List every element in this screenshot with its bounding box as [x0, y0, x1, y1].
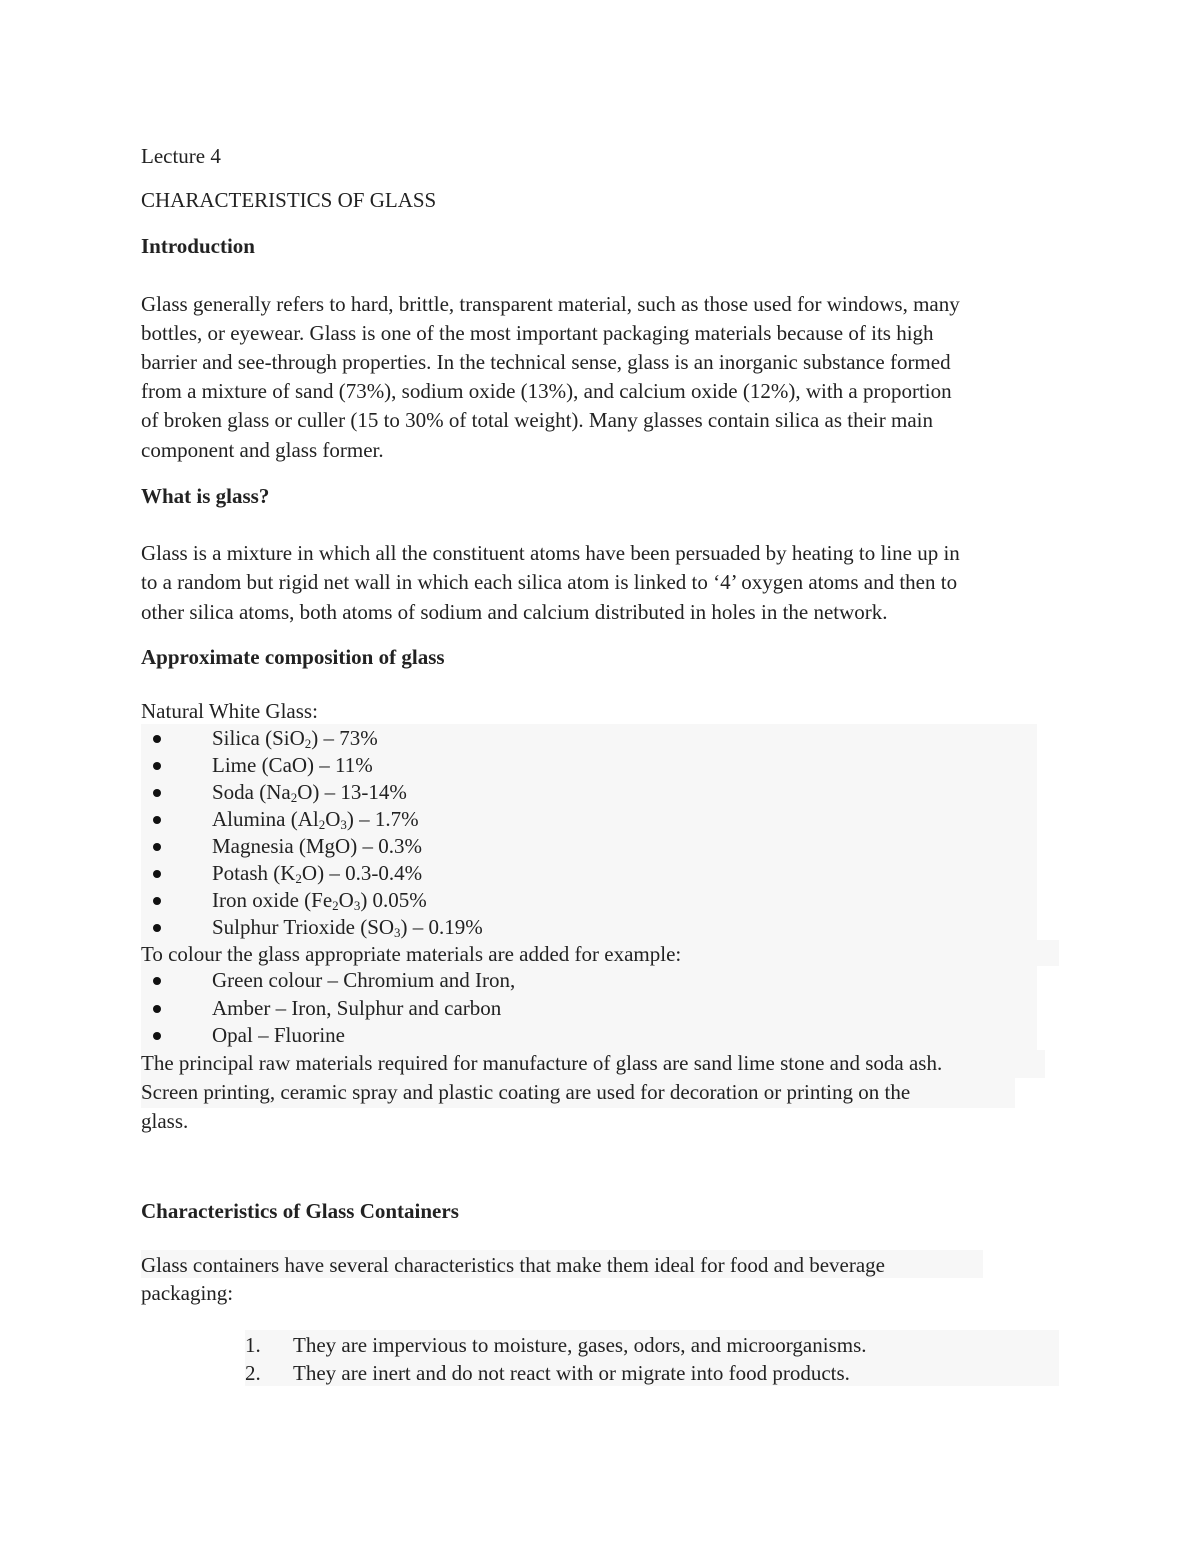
intro-line: bottles, or eyewear. Glass is one of the most important packaging materials because of its high	[141, 321, 934, 345]
what-heading: What is glass?	[141, 484, 270, 508]
bullet-icon	[153, 977, 161, 985]
bullet-icon	[153, 897, 161, 905]
intro-line: Glass generally refers to hard, brittle, transparent material, such as those used for windows, many	[141, 292, 960, 316]
containers-heading: Characteristics of Glass Containers	[141, 1199, 459, 1223]
list-number: 2.	[245, 1361, 261, 1385]
lecture-label: Lecture 4	[141, 144, 221, 168]
bullet-icon	[153, 843, 161, 851]
bullet-icon	[153, 1005, 161, 1013]
bullet-icon	[153, 762, 161, 770]
raw-line: The principal raw materials required for manufacture of glass are sand lime stone and soda ash.	[141, 1051, 943, 1075]
bullet-icon	[153, 870, 161, 878]
document-page: Lecture 4 CHARACTERISTICS OF GLASS Introduction Glass generally refers to hard, brittle, transparent material, such as those used for windows, many bottles, or eyewear. Glass is one of the most important packaging materials because of its high barrier and see-through properties. In the technical sense, glass is an inorganic substance formed from a mixture of sand (73%), sodium oxide (13%), and calcium oxide (12%), with a proportion of broken glass or culler (15 to 30% of total weight). Many glasses contain silica as their main component and glass former. What is glass? Glass is a mixture in which all the constituent atoms have been persuaded by heating to line up in to a random but rigid net wall in which each silica atom is linked to ‘4’ oxygen atoms and then to other silica atoms, both atoms of sodium and calcium distributed in holes in the network. Approximate composition of glass Natural White Glass: Silica (SiO$_2$) – 73% Lime (CaO) – 11% Soda $(Na_2O) - 13-14\%$ Alumina $(Al_2O_3) - 1.7\%$ Magnesia (MgO) – 0.3% Potash $(K_2O) - 0.3-0.4\%$ Iron oxide $(Fe_2O_3)$ 0.05% Sulphur Trioxide $(SO_3) - 0.19\%$ To colour the glass appropriate materials are added for example: Green colour – Chromium and Iron, Amber – Iron, Sulphur and carbon Opal – Fluorine The principal raw materials required for manufacture of glass are sand lime stone and soda ash. Screen printing, ceramic spray and plastic coating are used for decoration or printing on the glass. Characteristics of Glass Containers Glass containers have several characteristics that make them ideal for food and beverage packaging: 1. They are impervious to moisture, gases, odors, and microorganisms. 2. They are inert and do not react with or migrate into food products.	[0, 0, 1200, 1553]
intro-line: barrier and see-through properties. In the technical sense, glass is an inorganic substance formed	[141, 350, 951, 374]
bullet-icon	[153, 735, 161, 743]
bullet-icon	[153, 816, 161, 824]
natural-label: Natural White Glass:	[141, 699, 318, 723]
colour-intro: To colour the glass appropriate materials are added for example:	[141, 942, 682, 966]
intro-line: component and glass former.	[141, 438, 384, 462]
bullet-icon	[153, 924, 161, 932]
bullet-icon	[153, 1032, 161, 1040]
what-line: other silica atoms, both atoms of sodium and calcium distributed in holes in the network.	[141, 600, 888, 624]
composition-heading: Approximate composition of glass	[141, 645, 445, 669]
page-title: CHARACTERISTICS OF GLASS	[141, 188, 437, 212]
raw-line: glass.	[141, 1109, 189, 1133]
raw-line: Screen printing, ceramic spray and plastic coating are used for decoration or printing on the	[141, 1080, 911, 1104]
bullet-icon	[153, 789, 161, 797]
intro-line: from a mixture of sand (73%), sodium oxide (13%), and calcium oxide (12%), with a proportion	[141, 379, 952, 403]
intro-line: of broken glass or culler (15 to 30% of total weight). Many glasses contain silica as their main	[141, 408, 933, 432]
what-line: to a random but rigid net wall in which each silica atom is linked to ‘4’ oxygen atoms and then to	[141, 570, 958, 594]
intro-heading: Introduction	[141, 234, 255, 258]
list-number: 1.	[245, 1333, 261, 1357]
containers-intro-line: Glass containers have several characteristics that make them ideal for food and beverage	[141, 1253, 886, 1277]
what-line: Glass is a mixture in which all the constituent atoms have been persuaded by heating to line up in	[141, 541, 960, 565]
containers-intro-line: packaging:	[141, 1281, 234, 1305]
